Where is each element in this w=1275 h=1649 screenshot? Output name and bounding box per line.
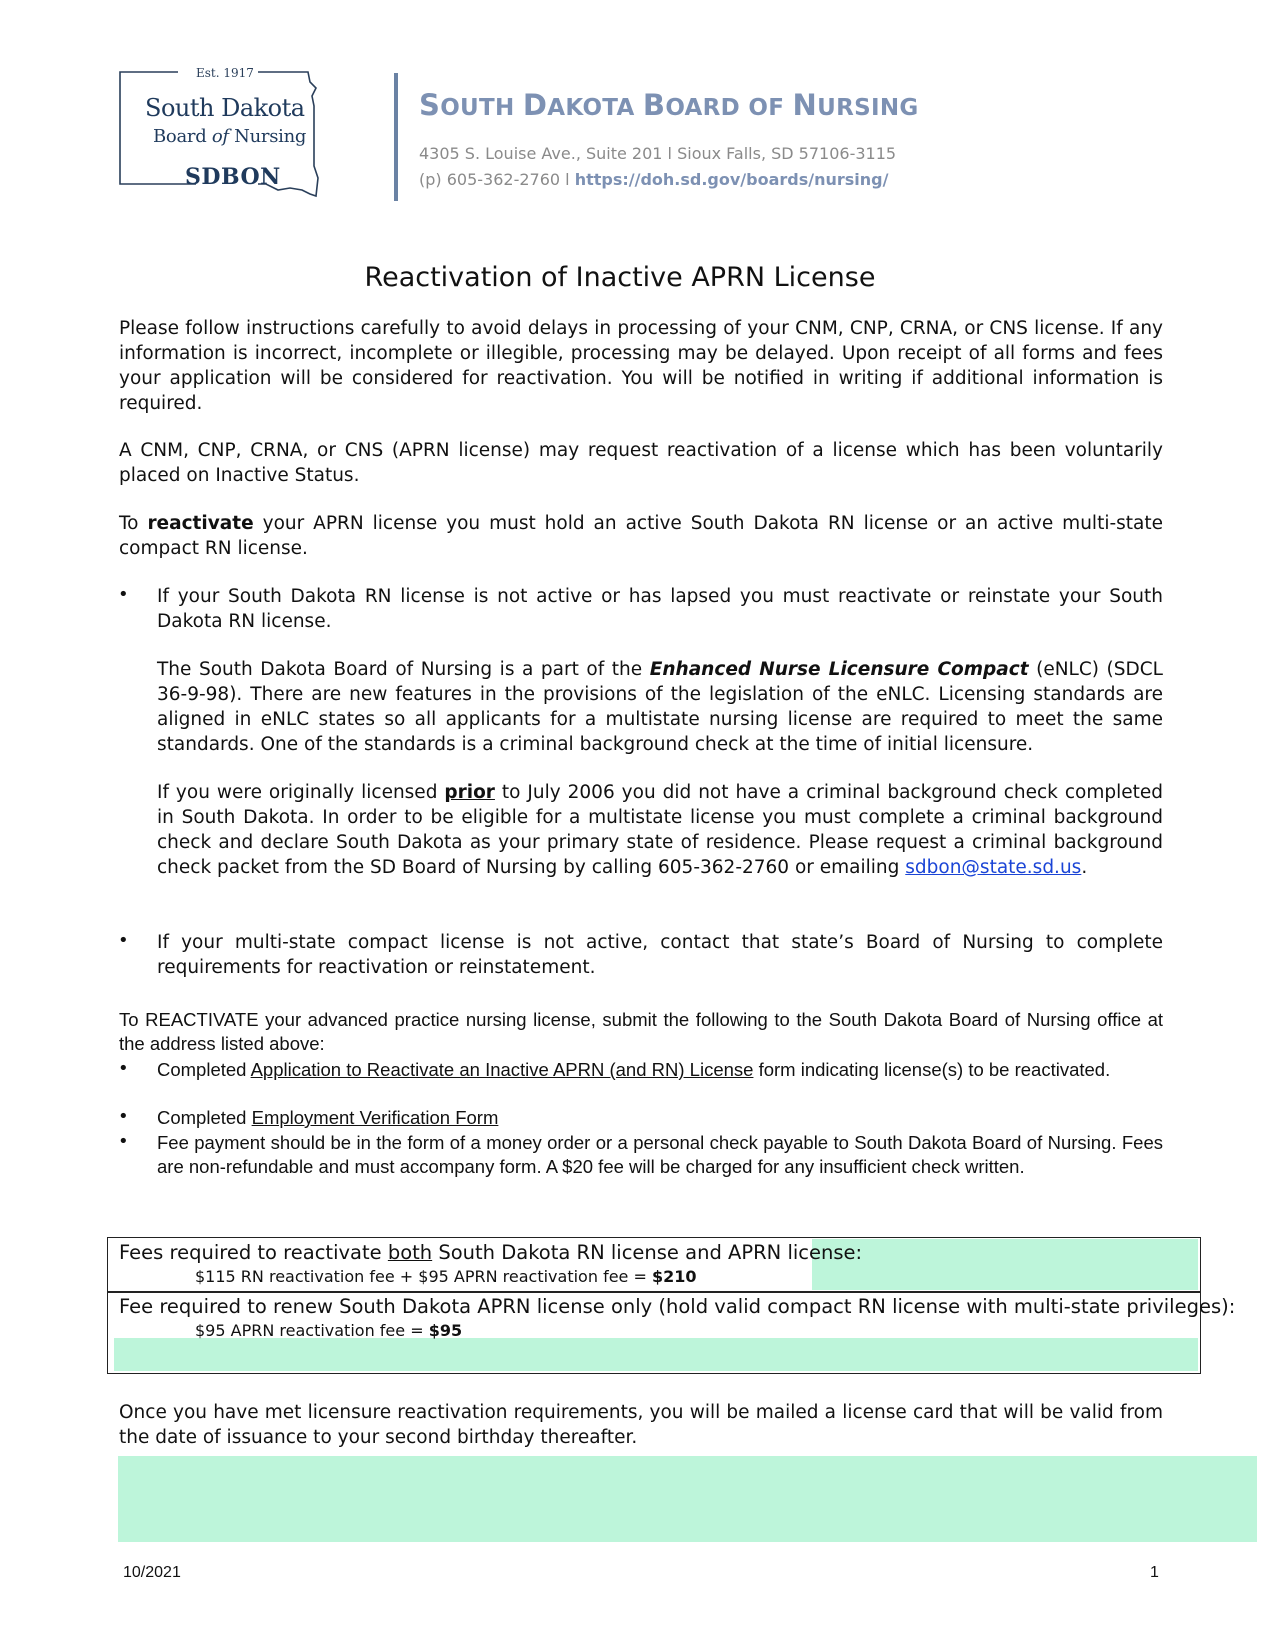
enlc-paragraph [157,657,1163,757]
enlc-name: Enhanced Nurse Licensure Compact [649,659,1029,680]
fee-row1-detail [195,1267,697,1286]
org-name-cap: N [792,88,818,122]
org-name [419,88,919,122]
org-contact [419,170,888,189]
text: Fees required to reactivate [119,1241,388,1264]
org-name-part: AKOTA [547,95,643,121]
text: The South Dakota Board of Nursing is a part of the [157,659,650,680]
fee-row2-detail [195,1321,462,1339]
submit-intro: To REACTIVATE your advanced practice nursing license, submit the following to the South Dakota Board of Nursing office at the address listed above: [119,1009,1163,1054]
text: To [119,513,148,534]
logo-board-text: Board [153,126,212,147]
form-field-notes[interactable] [118,1456,1257,1542]
fee-row2-total: $95 [428,1321,463,1339]
org-name-cap: B [642,88,666,122]
background-check-paragraph [157,780,1163,880]
instructions-paragraph: Please follow instructions carefully to avoid delays in processing of your CNM, CNP, CRNA, or CNS license. If any information is incorrect, incomplete or illegible, processing may be delayed. Upon receipt of all forms and fees your application will be considered for reactivation. You will be notified in writing if additional information is required. [119,318,1163,414]
text: form indicating license(s) to be reactivated. [753,1059,1111,1080]
fee-table-divider [107,1291,1201,1293]
bullet-icon: • [118,930,129,951]
text: to July 2006 you did not have a criminal background check completed in South Dakota. In order to be eligible for a multistate license you must complete a criminal background check and declare South Dakota as your primary state of residence. Please request a criminal background check packet from the SD Board of Nursing by calling 605-362-2760 or emailing [157,782,1163,878]
application-form-link[interactable]: Application to Reactivate an Inactive APRN (and RN) License [250,1059,754,1080]
text: Completed [157,1107,252,1128]
bullet-rn-lapsed: If your South Dakota RN license is not active or has lapsed you must reactivate or reinstate your South Dakota RN license. [157,586,1163,632]
fee-row2-heading: Fee required to renew South Dakota APRN license only (hold valid compact RN license with multi-state privileges): [119,1295,1236,1318]
reactivate-bold: reactivate [147,513,254,534]
org-url-link[interactable]: https://doh.sd.gov/boards/nursing/ [574,170,889,189]
bullet-icon: • [118,1058,129,1079]
reactivate-requirement-paragraph [119,511,1163,561]
text: Completed [157,1059,251,1080]
text: If you were originally licensed [157,782,445,803]
logo-board-of-nursing [153,126,306,147]
footer-date: 10/2021 [123,1564,181,1581]
logo-south-dakota: South Dakota [145,94,305,122]
page-number: 1 [1150,1564,1159,1581]
logo-of-text: of [211,126,229,147]
fee-row1-total: $210 [651,1267,697,1286]
inactive-status-paragraph: A CNM, CNP, CRNA, or CNS (APRN license) may request reactivation of a license which has been voluntarily placed on Inactive Status. [119,440,1163,486]
bullet-icon: • [118,1106,129,1127]
header-divider [394,73,398,201]
text: $115 RN reactivation fee + $95 APRN reactivation fee = [195,1267,652,1286]
submit-item-employment [157,1106,1163,1130]
fee-row1-heading [119,1241,862,1264]
bullet-icon: • [118,584,129,605]
closing-paragraph: Once you have met licensure reactivation requirements, you will be mailed a license card that will be valid from the date of issuance to your second birthday thereafter. [119,1402,1163,1448]
submit-item-application [157,1058,1163,1082]
prior-emphasis: prior [444,782,495,803]
text: $95 APRN reactivation fee = [195,1321,429,1339]
logo-sdbon: SDBON [185,164,281,190]
bullet-compact-inactive: If your multi-state compact license is not active, contact that state’s Board of Nursing to complete requirements for reactivation or reinstatement. [157,932,1163,978]
org-name-cap: S [419,88,441,122]
bullet-icon: • [118,1131,129,1152]
text: . [1081,857,1088,878]
text: (eNLC) (SDCL 36-9-98). There are new features in the provisions of the legislation of the eNLC. Licensing standards are aligned in eNLC states so all applicants for a multistate nursing license are required to meet the same standards. One of the standards is a criminal background check at the time of initial licensure. [157,659,1163,755]
employment-verification-link[interactable]: Employment Verification Form [251,1107,499,1128]
org-name-part: URSING [817,95,919,121]
org-name-part: OARD OF [665,95,793,121]
org-phone: (p) 605-362-2760 l [419,170,575,189]
both-emphasis: both [387,1241,433,1264]
page-title: Reactivation of Inactive APRN License [364,262,876,293]
submit-item-fee: Fee payment should be in the form of a money order or a personal check payable to South Dakota Board of Nursing. Fees are non-refundable and must accompany form. A $20 fee will be charged for any insufficient check written. [157,1132,1163,1177]
org-address: 4305 S. Louise Ave., Suite 201 l Sioux Falls, SD 57106-3115 [419,144,897,163]
text: your APRN license you must hold an active South Dakota RN license or an active multi-state compact RN license. [119,513,1164,559]
org-name-cap: D [522,88,548,122]
text: South Dakota RN license and APRN license: [432,1241,863,1264]
logo-nursing-text: Nursing [228,126,307,147]
logo-est: Est. 1917 [196,66,254,80]
email-link[interactable]: sdbon@state.sd.us [905,857,1082,878]
org-name-part: OUTH [440,95,523,121]
